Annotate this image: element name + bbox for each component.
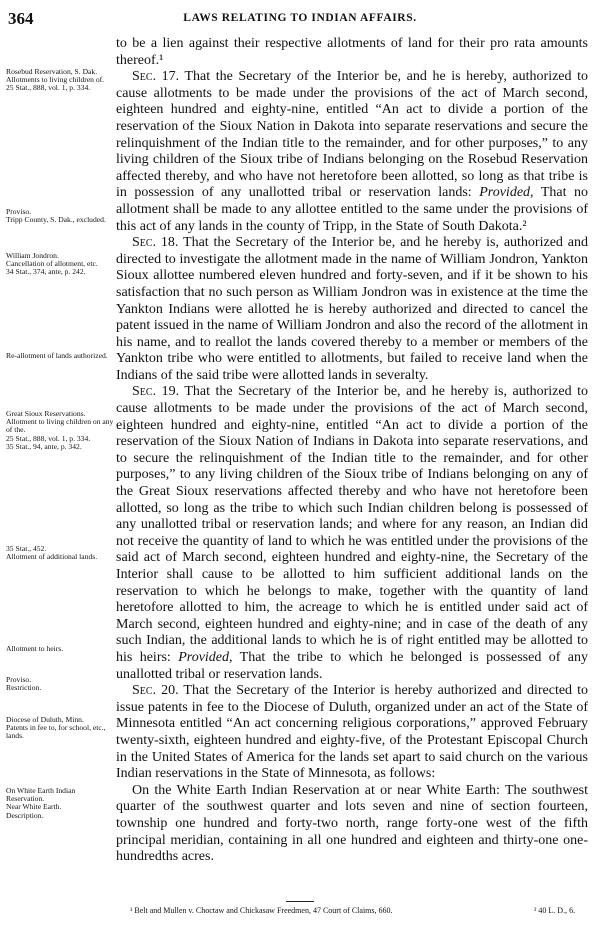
section-label: Sec. 19. xyxy=(132,384,180,400)
section-text: That the Secretary of the Interior be, and he is hereby, authorized to cause allotments to be made under the provisions of the act of March second, eighteen hundred and eighty-nine, entitled “An act to divide a portion of the reservation of the Sioux Nation in Dakota into separate reservations and secure the relinquishment of the Indian title to the remainder, and for other purposes,” to any living children of the Sioux tribe of Indians belonging on the Rosebud Reservation affected thereby, and who have not heretofore been allotted, so long as that tribe is in possession of any unallotted tribal or reservation lands: xyxy=(116,69,588,201)
margin-note-line: Cancellation of allotment, etc. xyxy=(6,259,98,269)
footnote-1: ¹ Belt and Mullen v. Choctaw and Chickasaw Freedmen, 47 Court of Claims, 660. xyxy=(130,906,393,915)
margin-note-line: Allotment of additional lands. xyxy=(6,552,98,562)
section-text: That the Secretary of the Interior is hereby authorized and directed to issue patents in fee to the Diocese of Duluth, organized under an act of the State of Minnesota entitled “An act concerning religious corporations,” approved February twenty-sixth, eighteen hundred and eighty-five, of the Protestant Episcopal Church in the United States of America for the lands set apart to said church on the various Indian reservations in the State of Minnesota, as follows: xyxy=(116,683,588,782)
margin-note-duluth xyxy=(6,716,114,741)
margin-note-line: Patents in fee to, for school, etc., lands. xyxy=(6,723,106,741)
section-text: That no allotment shall be made to any allottee entitled to the same under the provisions of this act of any lands in the county of Tripp, in the State of South Dakota.² xyxy=(116,185,589,234)
margin-note-great-sioux xyxy=(6,410,114,451)
margin-note-line: Restriction. xyxy=(6,683,42,693)
margin-note-restriction xyxy=(6,676,114,692)
footnote-2: ² 40 L. D., 6. xyxy=(534,906,576,915)
margin-note-line: 25 Stat., 888, vol. 1, p. 334. xyxy=(6,83,91,93)
section-label: Sec. 17. xyxy=(132,69,180,85)
margin-note-line: Allotment to living children on any of the. xyxy=(6,417,114,435)
margin-note-line: Tripp County, S. Dak., excluded. xyxy=(6,215,106,225)
margin-note-line: Great Sioux Reservations. xyxy=(6,409,86,418)
margin-note-line: William Jondron. xyxy=(6,251,59,260)
section-18 xyxy=(116,235,588,384)
margin-note-white-earth xyxy=(6,787,114,820)
margin-note-line: 34 Stat., 374, ante, p. 242. xyxy=(6,267,86,277)
margin-note-rosebud xyxy=(6,68,114,93)
margin-note-additional-lands xyxy=(6,545,114,561)
section-text: That the Secretary of the Interior be, and he hereby is, authorized and directed to investigate the allotment made in the name of William Jondron, Yankton Sioux allottee numbered eleven hundred and forty-seven, and if it be shown to his satisfaction that no such person as William Jondron was in existence at the time the Yankton Indians were allotted he is hereby authorized and directed to cancel the patent issued in the name of William Jondron and also the record of the allotment in his name, and to reallot the lands covered thereby to a member or members of the Yankton tribe who were entitled to allotments, but failed to receive land when the Indians of the said tribe were allotted lands in severalty. xyxy=(116,235,588,383)
margin-note-line: 35 Stat., 94, ante, p. 342. xyxy=(6,441,82,451)
margin-note-line: Near White Earth. xyxy=(6,802,62,812)
margin-note-jondron xyxy=(6,252,114,277)
margin-note-line: 35 Stat., 452. xyxy=(6,544,47,553)
section-19 xyxy=(116,384,588,683)
margin-note-line: On White Earth Indian Reservation. xyxy=(6,786,76,804)
margin-note-line: Description. xyxy=(6,810,44,820)
margin-note-heirs xyxy=(6,645,114,653)
margin-note-line: Allotments to living children of. xyxy=(6,75,105,85)
body-text xyxy=(116,36,588,866)
section-label: Sec. 20. xyxy=(132,683,179,699)
footnote-rule xyxy=(286,901,314,902)
section-20 xyxy=(116,683,588,783)
section-17 xyxy=(116,69,588,235)
proviso-word: Provided, xyxy=(479,185,534,201)
running-title: LAWS RELATING TO INDIAN AFFAIRS. xyxy=(183,12,417,24)
paragraph-continued: to be a lien against their respective allotments of land for their pro rata amounts thereof.¹ xyxy=(116,36,588,68)
margin-note-line: Diocese of Duluth, Minn. xyxy=(6,715,84,724)
margin-note-line: Re-allotment of lands authorized. xyxy=(6,351,108,360)
margin-note-line: Rosebud Reservation, S. Dak. xyxy=(6,67,98,76)
margin-note-line: 25 Stat., 888, vol. 1, p. 334. xyxy=(6,433,91,443)
margin-note-line: Proviso. xyxy=(6,207,32,216)
margin-note-line: Allotment to heirs. xyxy=(6,644,64,653)
section-label: Sec. 18. xyxy=(132,235,179,251)
page-number: 364 xyxy=(8,9,34,28)
section-text: That the Secretary of the Interior be, and he hereby is, authorized to cause allotments to be made under the provisions of the act of March second, eighteen hundred and eighty-nine, entitled “An act to divide a portion of the reservation of the Sioux Nation of Indians in Dakota into separate reservations, and to secure the relinquishment of the Indian title to the remainder, and for other purposes,” to any living children of the Sioux tribe of Indians belonging on any of the Great Sioux reservations affected thereby and who have not heretofore been allotted, so long as the tribe to which such Indian children belong is possessed of any unallotted tribal or reservation lands; and where for any reason, an Indian did not receive the quantity of land to which he was entitled under the provisions of the said act of March second, eighteen hundred and eighty-nine, the Secretary of the Interior shall cause to be allotted to him sufficient additional lands on the reservation to which he belongs to make, together with the quantity of land heretofore allotted to him, the acreage to which he is entitled under said act of March second, eighteen hundred and eighty-nine; and in case of the death of any such Indian, the additional lands to which he is of right entitled may be allotted to his heirs: xyxy=(116,384,588,665)
white-earth-paragraph: On the White Earth Indian Reservation at or near White Earth: The southwest quarter of the southwest quarter and lots seven and nine of section fourteen, township one hundred and forty-two north, range forty-one west of the fifth principal meridian, containing in all one hundred and eighteen and thirty-one one-hundredths acres. xyxy=(116,782,588,865)
page-header xyxy=(8,9,592,29)
margin-note-tripp-proviso xyxy=(6,208,114,224)
margin-note-reallotment xyxy=(6,352,114,360)
section-text: That the tribe to which he belonged is possessed of any unallotted tribal or reservation lands. xyxy=(116,649,588,682)
proviso-word: Provided, xyxy=(178,649,233,665)
margin-note-line: Proviso. xyxy=(6,675,32,684)
